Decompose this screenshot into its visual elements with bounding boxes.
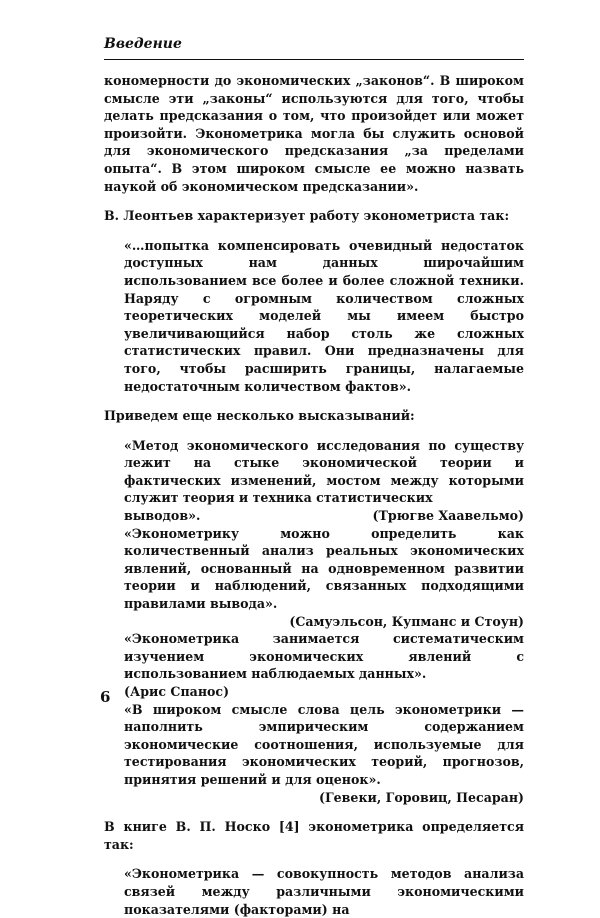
quote-haavelmo-text: «Метод экономического исследования по существу лежит на стыке экономической теории и фактических изменений, мостом между которыми служит теория и техника статистических [124,437,524,506]
quote-samuelson-author: (Самуэльсон, Купманс и Стоун) [289,613,524,629]
quote-haavelmo-author: (Трюгве Хаавельмо) [372,508,524,524]
quote-leontiev: «…попытка компенсировать очевидный недостаток доступных нам данных широчайшим использованием все более и более сложной техники. Наряду с огромным количеством сложных теоретических моделей мы имеем быстро увеличивающийся набор столь же сложных статистических правил. Они предназначены для того, чтобы расширить границы, налагаемые недостаточным количеством фактов». [124,237,524,394]
quote-spanos-text: «Эконометрика занимается систематическим изучением экономических явлений с использованием наблюдаемых данных». [124,631,524,682]
page-body [104,72,524,918]
paragraph-more-quotes-intro: Приведем еще несколько высказываний: [104,408,415,424]
quote-spanos [104,630,524,700]
running-header: Введение [104,36,182,52]
quote-samuelson [104,525,524,631]
quote-nosko: «Эконометрика — совокупность методов анализа связей между различными экономическими показателями (факторами) на [124,866,524,917]
quote-haavelmo [104,437,524,525]
quote-samuelson-text: «Эконометрику можно определить как количественный анализ реальных экономических явлений, основанный на одновременном развитии теории и наблюдений, связанных подходящими правилами вывода». [124,525,524,612]
quote-geweke [104,701,524,807]
quote-geweke-text: «В широком смысле слова цель эконометрики — наполнить эмпирическим содержанием экономические соотношения, используемые для тестирования экономических теорий, прогнозов, принятия решений и для оценок». [124,701,524,787]
paragraph-continuation: кономерности до экономических „законов“. В широком смысле эти „законы“ используются для того, чтобы делать предсказания о том, что произойдет или может произойти. Эконометрика могла бы служить основой для экономического предсказания „за пределами опыта“. В этом широком смысле ее можно назвать наукой об экономическом предсказании». [104,73,524,194]
quote-spanos-author: (Арис Спанос) [124,684,230,699]
header-rule [104,59,524,60]
paragraph-nosko-intro: В книге В. П. Носко [4] эконометрика определяется так: [104,819,524,852]
page-number: 6 [100,688,111,706]
paragraph-leontiev-intro: В. Леонтьев характеризует работу эконометриста так: [104,208,510,224]
quote-geweke-author: (Гевеки, Горовиц, Песаран) [319,789,524,805]
quote-haavelmo-end: выводов». [124,508,201,524]
quote-haavelmo-last-line [124,507,524,525]
